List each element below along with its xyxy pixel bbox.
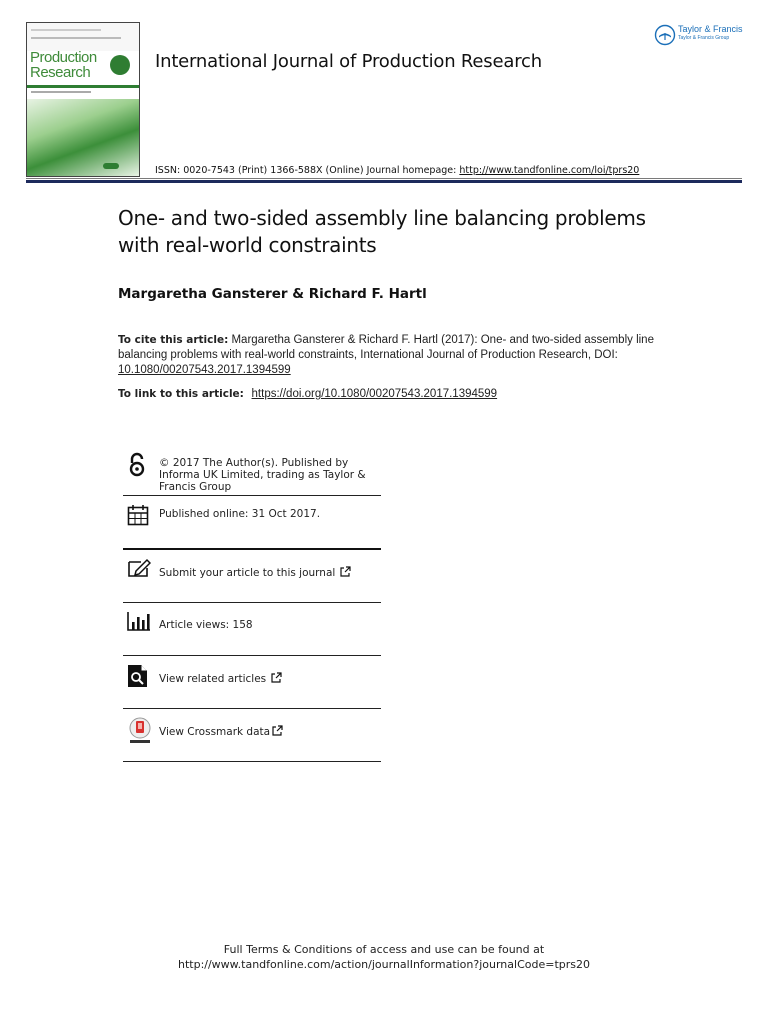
- citation-doi-link[interactable]: 10.1080/00207543.2017.1394599: [118, 364, 291, 376]
- bar-chart-icon: [127, 611, 151, 631]
- edit-icon: [127, 558, 151, 578]
- cover-title: [30, 50, 97, 80]
- published-date: Published online: 31 Oct 2017.: [159, 508, 321, 520]
- article-info-box: [123, 449, 381, 762]
- article-authors: Margaretha Gansterer & Richard F. Hartl: [118, 286, 427, 302]
- license-text: © 2017 The Author(s). Published by Informa UK Limited, trading as Taylor & Francis Group: [159, 457, 366, 493]
- external-link-icon: [340, 566, 351, 577]
- submit-article-label: Submit your article to this journal: [159, 567, 336, 579]
- journal-homepage-link[interactable]: http://www.tandfonline.com/loi/tprs20: [459, 165, 640, 176]
- taylor-francis-logo-icon: [654, 24, 676, 46]
- open-access-icon: [127, 452, 147, 478]
- publisher-group: Taylor & Francis Group: [678, 35, 730, 41]
- footer-terms-url[interactable]: http://www.tandfonline.com/action/journalInformation?journalCode=tprs20: [177, 958, 591, 971]
- external-link-icon: [272, 725, 283, 736]
- published-row: [123, 496, 381, 550]
- license-row: [123, 449, 381, 496]
- journal-cover: [26, 22, 140, 177]
- citation-text: Margaretha Gansterer & Richard F. Hartl (2017): One- and two-sided assembly line balancing problems with real-world constraints, International Journal of Production Research, DOI:: [118, 334, 654, 361]
- article-link-label: To link to this article:: [118, 388, 248, 400]
- publisher-logo: [654, 22, 750, 48]
- cover-artwork: [27, 99, 139, 176]
- header-divider-thin: [26, 178, 742, 179]
- crossmark-link[interactable]: [159, 725, 283, 738]
- publisher-name: Taylor & Francis: [678, 24, 743, 34]
- related-articles-label: View related articles: [159, 673, 267, 685]
- journal-title: International Journal of Production Research: [155, 51, 542, 72]
- crossmark-icon: [127, 717, 153, 745]
- footer-terms: [0, 942, 768, 972]
- cover-title-line1: Production: [30, 49, 97, 66]
- related-row[interactable]: [123, 656, 381, 709]
- related-articles-link[interactable]: [159, 672, 282, 685]
- article-link-line: [118, 388, 497, 400]
- calendar-icon: [127, 504, 149, 526]
- article-views: Article views: 158: [159, 619, 253, 631]
- submit-row[interactable]: [123, 550, 381, 603]
- crossmark-label: View Crossmark data: [159, 726, 271, 738]
- article-doi-url[interactable]: https://doi.org/10.1080/00207543.2017.1394599: [251, 388, 498, 400]
- footer-terms-text: Full Terms & Conditions of access and use can be found at: [223, 943, 545, 956]
- article-title: One- and two-sided assembly line balancing problems with real-world constraints: [118, 206, 646, 257]
- submit-article-link[interactable]: [159, 566, 351, 579]
- citation-label: To cite this article:: [118, 334, 229, 346]
- cover-title-line2: Research: [30, 64, 91, 81]
- views-row: [123, 603, 381, 656]
- crossmark-row[interactable]: [123, 709, 381, 762]
- header-divider: [26, 180, 742, 183]
- issn-text: ISSN: 0020-7543 (Print) 1366-588X (Online) Journal homepage:: [155, 165, 460, 176]
- citation-block: [118, 333, 663, 378]
- issn-line: [155, 165, 639, 176]
- document-search-icon: [127, 664, 149, 688]
- external-link-icon: [271, 672, 282, 683]
- cover-publisher-logo-icon: [103, 163, 119, 169]
- anniversary-badge-icon: [110, 55, 130, 75]
- cover-header: [27, 23, 139, 51]
